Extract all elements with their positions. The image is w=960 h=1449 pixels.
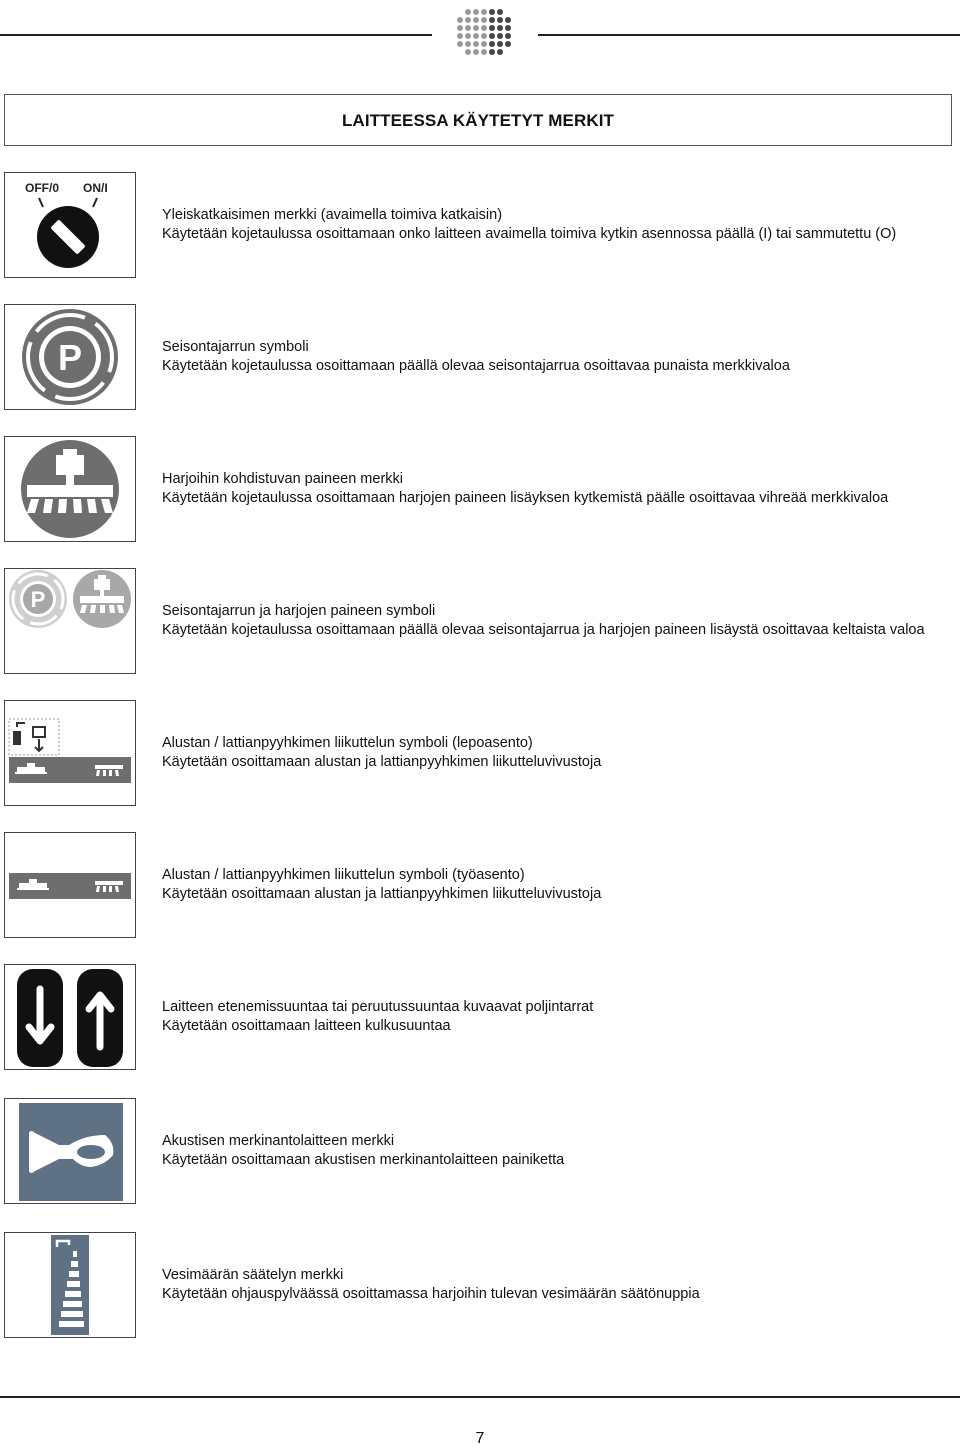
symbol-title: Yleiskatkaisimen merkki (avaimella toimiva katkaisin) <box>162 207 503 223</box>
symbol-description: Käytetään kojetaulussa osoittamaan harjojen paineen lisäyksen kytkemistä päälle osoittavaa vihreää merkkivaloa <box>162 490 889 506</box>
header-rule-right <box>538 34 960 36</box>
symbol-title: Laitteen etenemissuuntaa tai peruutussuuntaa kuvaavat poljintarrat <box>162 999 594 1015</box>
page-number: 7 <box>475 1430 485 1447</box>
symbol-title: Harjoihin kohdistuvan paineen merkki <box>162 471 403 487</box>
symbol-title: Vesimäärän säätelyn merkki <box>162 1267 344 1283</box>
symbol-description: Käytetään ohjauspylväässä osoittamassa harjoihin tulevan vesimäärän säätönuppia <box>162 1286 700 1302</box>
symbol-row <box>0 304 960 412</box>
horn-icon <box>4 1098 136 1204</box>
symbol-title: Alustan / lattianpyyhkimen liikuttelun symboli (työasento) <box>162 867 525 883</box>
header-rule-left <box>0 34 432 36</box>
footer-rule <box>0 1396 960 1398</box>
symbol-description: Käytetään kojetaulussa osoittamaan päällä olevaa seisontajarrua ja harjojen paineen lisäystä osoittavaa keltaista valoa <box>162 622 925 638</box>
symbol-row <box>0 568 960 676</box>
section-title-box <box>4 94 952 146</box>
symbol-description: Käytetään osoittamaan laitteen kulkusuuntaa <box>162 1018 451 1034</box>
symbol-description: Käytetään kojetaulussa osoittamaan onko laitteen avaimella toimiva kytkin asennossa päällä (I) tai sammutettu (O) <box>162 226 897 242</box>
symbol-description: Käytetään osoittamaan akustisen merkinantolaitteen painiketta <box>162 1152 565 1168</box>
symbol-row <box>0 172 960 280</box>
symbol-row <box>0 832 960 940</box>
symbol-title: Alustan / lattianpyyhkimen liikuttelun symboli (lepoasento) <box>162 735 533 751</box>
direction-arrows-icon <box>4 964 136 1070</box>
parking-brake-icon <box>4 304 136 410</box>
svg-text:P: P <box>30 587 46 612</box>
symbol-description: Käytetään osoittamaan alustan ja lattianpyyhkimen liikutteluvivustoja <box>162 754 602 770</box>
symbol-title: Akustisen merkinantolaitteen merkki <box>162 1133 395 1149</box>
deck-squeegee-work-position-icon <box>4 832 136 938</box>
on-label: ON/I <box>83 181 108 195</box>
deck-squeegee-rest-position-icon <box>4 700 136 806</box>
water-flow-icon <box>4 1232 136 1338</box>
symbol-title: Seisontajarrun symboli <box>162 339 309 355</box>
symbol-description: Käytetään kojetaulussa osoittamaan päällä olevaa seisontajarrua osoittavaa punaista merkkivaloa <box>162 358 790 374</box>
symbol-row <box>0 436 960 544</box>
symbol-row <box>0 964 960 1072</box>
parking-brake-and-brush-pressure-icon <box>4 568 136 674</box>
ignition-switch-icon <box>4 172 136 278</box>
symbol-row <box>0 1098 960 1206</box>
off-label: OFF/0 <box>25 181 60 195</box>
symbol-title: Seisontajarrun ja harjojen paineen symboli <box>162 603 436 619</box>
brand-logo-icon <box>452 4 516 60</box>
symbol-row <box>0 700 960 808</box>
symbol-description: Käytetään osoittamaan alustan ja lattianpyyhkimen liikutteluvivustoja <box>162 886 602 902</box>
brush-pressure-icon <box>4 436 136 542</box>
page-title: LAITTEESSA KÄYTETYT MERKIT <box>341 111 615 130</box>
symbol-row <box>0 1232 960 1340</box>
svg-text:P: P <box>57 337 83 378</box>
